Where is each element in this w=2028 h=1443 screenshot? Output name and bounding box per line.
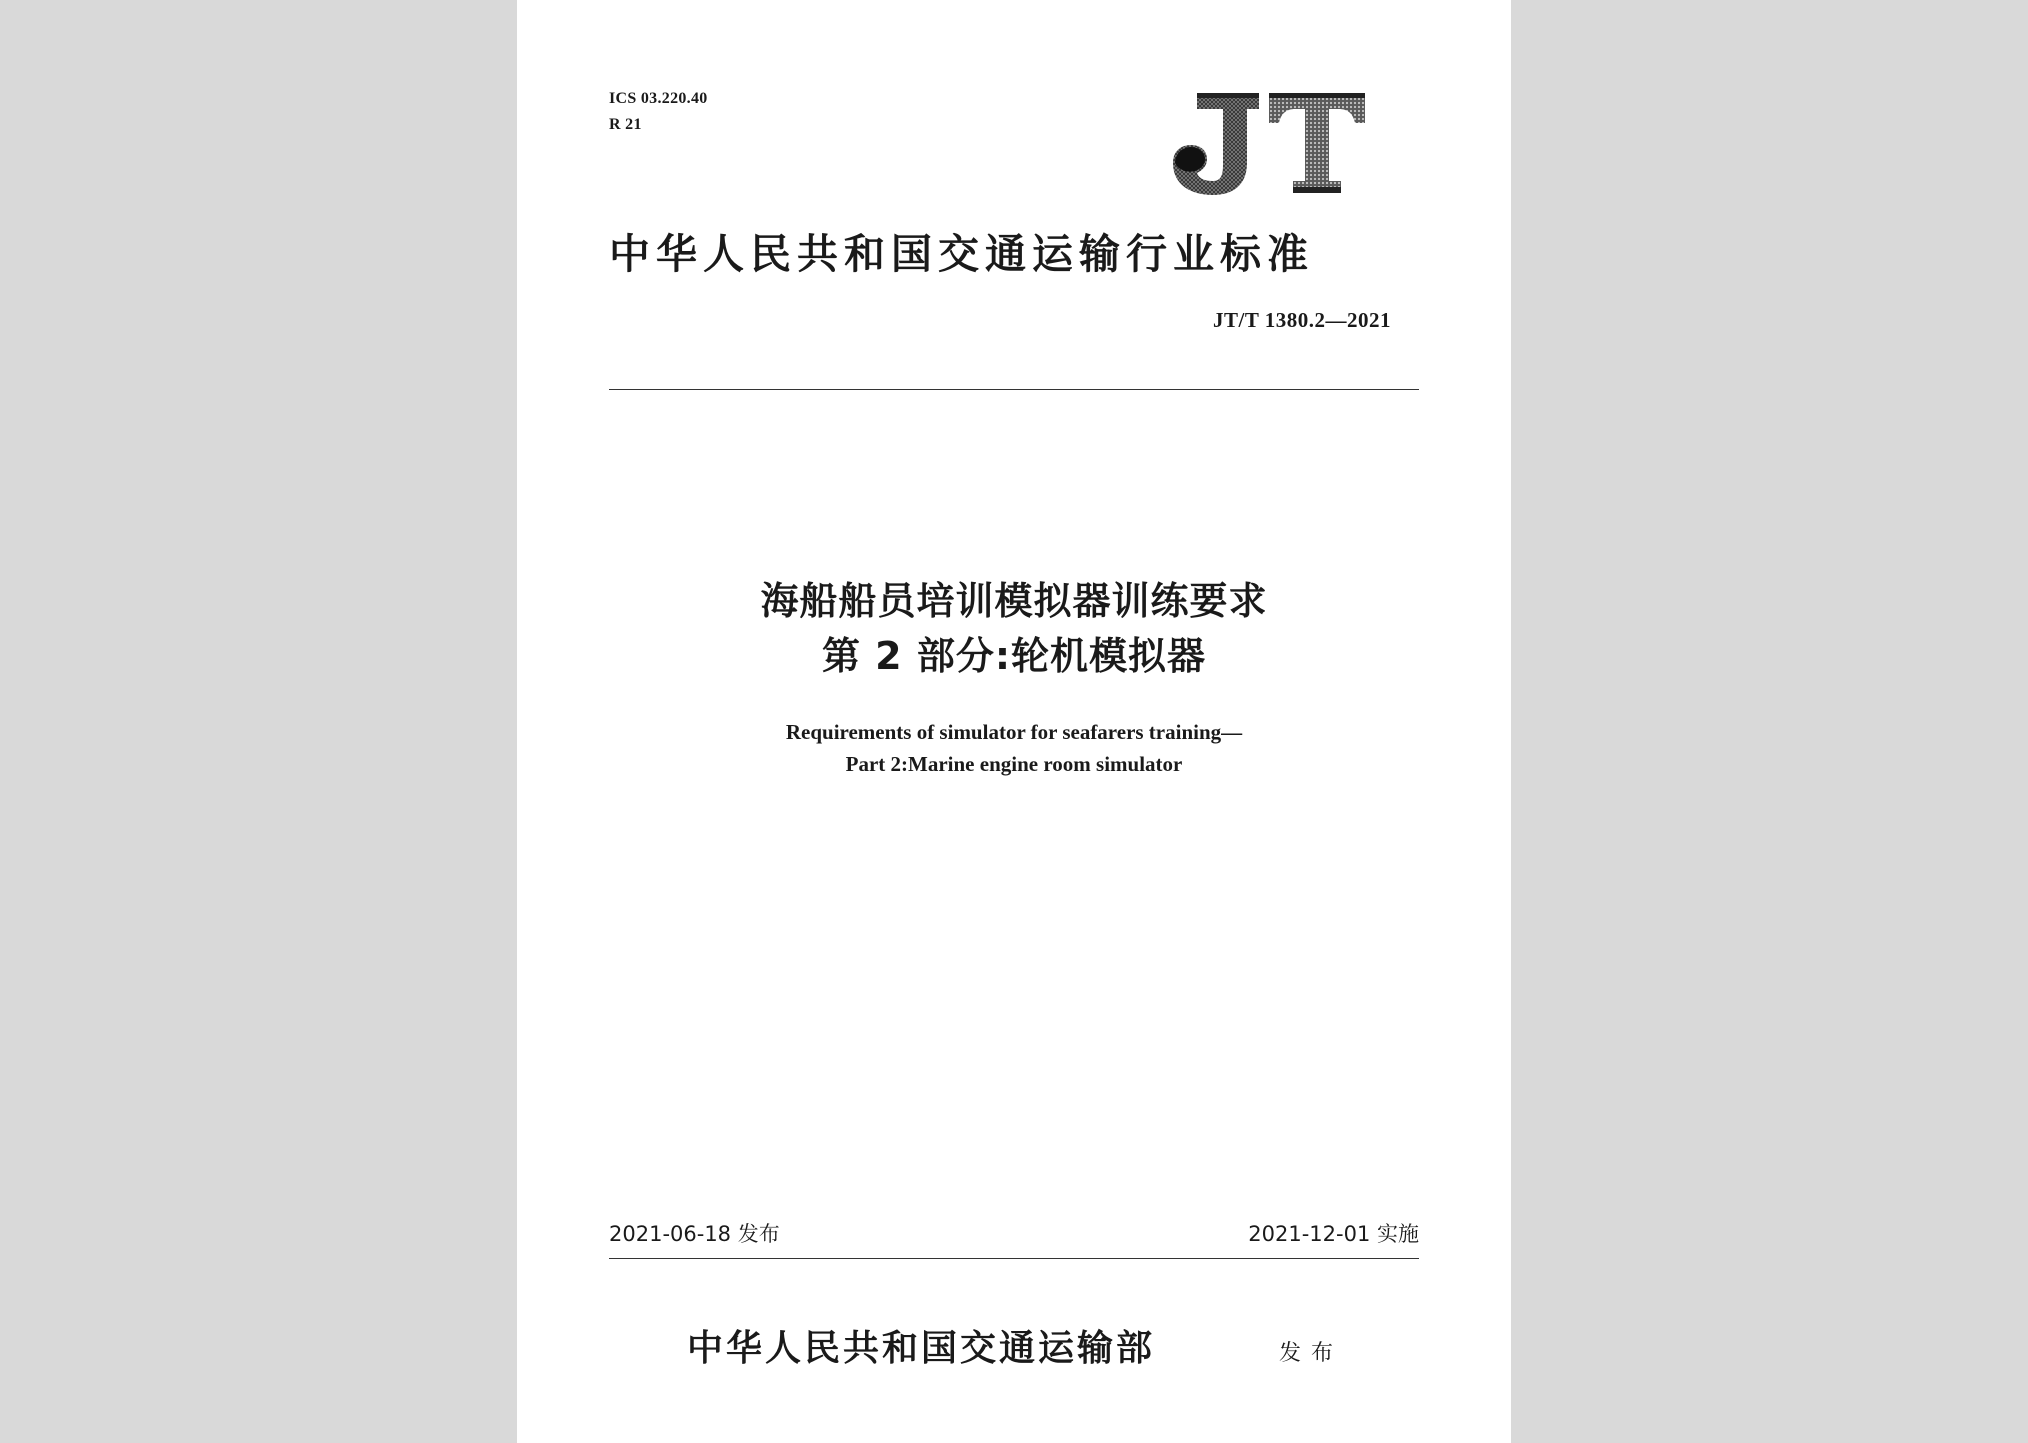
footer-divider	[609, 1258, 1419, 1259]
chinese-title-line-1: 海船船员培训模拟器训练要求	[760, 579, 1268, 623]
classification-codes	[609, 86, 708, 138]
chinese-title	[517, 574, 1511, 684]
english-title-line-1: Requirements of simulator for seafarers training—	[785, 720, 1243, 744]
jt-logo	[1169, 93, 1367, 195]
implementation-date: 2021-12-01 实施	[1248, 1222, 1419, 1246]
header-divider	[609, 389, 1419, 390]
english-title	[517, 716, 1511, 780]
document-page	[517, 0, 1511, 1443]
publisher-name: 中华人民共和国交通运输部	[687, 1327, 1156, 1369]
issue-date: 2021-06-18 发布	[609, 1222, 780, 1246]
logo-j-glyph	[1173, 93, 1259, 195]
chinese-title-line-2: 第 2 部分:轮机模拟器	[821, 634, 1207, 678]
english-title-line-2: Part 2:Marine engine room simulator	[845, 752, 1183, 776]
publisher-suffix: 发布	[1279, 1341, 1344, 1366]
ccs-code: R 21	[609, 116, 642, 133]
standard-type-title: 中华人民共和国交通运输行业标准	[609, 230, 1314, 278]
standard-code: JT/T 1380.2—2021	[1213, 308, 1391, 332]
ics-code: ICS 03.220.40	[609, 90, 708, 107]
logo-t-glyph	[1269, 93, 1365, 193]
